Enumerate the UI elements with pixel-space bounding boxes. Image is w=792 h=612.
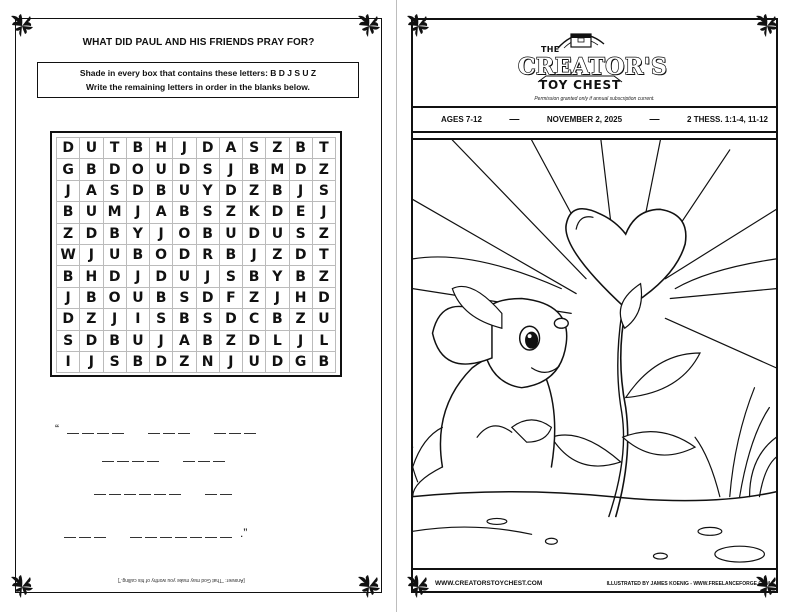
corner-leaf-top-left-icon bbox=[405, 13, 431, 39]
grid-cell[interactable]: S bbox=[103, 351, 126, 372]
answer-word-blanks bbox=[148, 433, 190, 434]
corner-leaf-bottom-left-icon bbox=[9, 574, 35, 600]
grid-cell[interactable]: U bbox=[80, 202, 103, 223]
grid-cell[interactable]: B bbox=[126, 138, 149, 159]
grid-cell[interactable]: Z bbox=[219, 330, 242, 351]
grid-cell[interactable]: D bbox=[57, 309, 80, 330]
grid-cell[interactable]: B bbox=[243, 159, 266, 180]
letter-blank[interactable] bbox=[145, 537, 157, 538]
grid-cell[interactable]: T bbox=[312, 244, 335, 265]
grid-cell[interactable]: U bbox=[80, 138, 103, 159]
instructions-box bbox=[37, 62, 359, 98]
website-link[interactable]: WWW.CREATORSTOYCHEST.COM bbox=[435, 580, 543, 587]
letter-blank[interactable] bbox=[169, 494, 181, 495]
grid-cell[interactable]: S bbox=[173, 287, 196, 308]
grid-row bbox=[57, 287, 336, 308]
grid-cell[interactable]: U bbox=[243, 351, 266, 372]
grid-cell[interactable]: J bbox=[57, 180, 80, 201]
grid-cell[interactable]: C bbox=[243, 309, 266, 330]
grid-row bbox=[57, 138, 336, 159]
grid-cell[interactable]: A bbox=[80, 180, 103, 201]
letter-blank[interactable] bbox=[139, 494, 151, 495]
grid-cell[interactable]: B bbox=[80, 159, 103, 180]
separator-2: — bbox=[649, 114, 660, 125]
grid-cell[interactable]: O bbox=[150, 244, 173, 265]
grid-cell[interactable]: D bbox=[289, 244, 312, 265]
grid-cell[interactable]: Y bbox=[196, 180, 219, 201]
letter-blank[interactable] bbox=[220, 494, 232, 495]
grid-cell[interactable]: D bbox=[266, 351, 289, 372]
letter-blank[interactable] bbox=[205, 537, 217, 538]
grid-cell[interactable]: U bbox=[173, 266, 196, 287]
grid-cell[interactable]: D bbox=[243, 330, 266, 351]
corner-leaf-top-left-icon bbox=[9, 13, 35, 39]
letter-blank[interactable] bbox=[154, 494, 166, 495]
grid-cell[interactable]: J bbox=[150, 330, 173, 351]
grid-cell[interactable]: B bbox=[173, 202, 196, 223]
letter-blank[interactable] bbox=[82, 433, 94, 434]
letter-blank[interactable] bbox=[94, 494, 106, 495]
grid-cell[interactable]: Z bbox=[57, 223, 80, 244]
letter-blank[interactable] bbox=[132, 461, 144, 462]
letter-blank[interactable] bbox=[205, 494, 217, 495]
grid-cell[interactable]: H bbox=[80, 266, 103, 287]
answer-blank-line bbox=[94, 494, 250, 495]
grid-cell[interactable]: J bbox=[80, 244, 103, 265]
lesson-date: NOVEMBER 2, 2025 bbox=[546, 115, 623, 124]
grid-cell[interactable]: J bbox=[243, 244, 266, 265]
letter-blank[interactable] bbox=[160, 537, 172, 538]
letter-blank[interactable] bbox=[130, 537, 142, 538]
answer-blank-line bbox=[102, 461, 243, 462]
grid-cell[interactable]: B bbox=[126, 244, 149, 265]
grid-cell[interactable]: D bbox=[126, 180, 149, 201]
grid-cell[interactable]: D bbox=[80, 330, 103, 351]
grid-row bbox=[57, 159, 336, 180]
letter-blank[interactable] bbox=[220, 537, 232, 538]
grid-cell[interactable]: Z bbox=[266, 138, 289, 159]
creators-toy-chest-logo bbox=[518, 24, 668, 94]
lesson-info-bar bbox=[411, 106, 778, 133]
letter-blank[interactable] bbox=[178, 433, 190, 434]
puzzle-title: WHAT DID PAUL AND HIS FRIENDS PRAY FOR? bbox=[82, 37, 315, 48]
grid-cell[interactable]: S bbox=[196, 202, 219, 223]
grid-cell[interactable]: J bbox=[126, 266, 149, 287]
grid-cell[interactable]: O bbox=[103, 287, 126, 308]
page-footer bbox=[411, 574, 778, 593]
letter-blank[interactable] bbox=[124, 494, 136, 495]
grid-cell[interactable]: S bbox=[57, 330, 80, 351]
grid-cell[interactable]: B bbox=[57, 266, 80, 287]
grid-cell[interactable]: T bbox=[103, 138, 126, 159]
grid-cell[interactable]: D bbox=[289, 159, 312, 180]
answer-word-blanks bbox=[130, 537, 232, 538]
grid-cell[interactable]: D bbox=[219, 309, 242, 330]
grid-cell[interactable]: W bbox=[57, 244, 80, 265]
letter-blank[interactable] bbox=[147, 461, 159, 462]
grid-cell[interactable]: S bbox=[289, 223, 312, 244]
grid-cell[interactable]: Z bbox=[312, 266, 335, 287]
grid-cell[interactable]: Y bbox=[126, 223, 149, 244]
grid-cell[interactable]: Z bbox=[80, 309, 103, 330]
grid-cell[interactable]: D bbox=[103, 266, 126, 287]
grid-row bbox=[57, 223, 336, 244]
grid-cell[interactable]: I bbox=[126, 309, 149, 330]
grid-row bbox=[57, 330, 336, 351]
grid-cell[interactable]: I bbox=[57, 351, 80, 372]
grid-cell[interactable]: D bbox=[57, 138, 80, 159]
letter-blank[interactable] bbox=[183, 461, 195, 462]
grid-cell[interactable]: J bbox=[57, 287, 80, 308]
grid-cell[interactable]: D bbox=[219, 180, 242, 201]
letter-blank[interactable] bbox=[112, 433, 124, 434]
grid-cell[interactable]: S bbox=[219, 266, 242, 287]
grid-cell[interactable]: D bbox=[173, 244, 196, 265]
grid-cell[interactable]: J bbox=[219, 351, 242, 372]
grid-cell[interactable]: D bbox=[150, 266, 173, 287]
grid-cell[interactable]: J bbox=[289, 180, 312, 201]
permission-notice: Permission granted only if annual subscription current. bbox=[534, 96, 655, 102]
grid-cell[interactable]: B bbox=[150, 287, 173, 308]
grid-cell[interactable]: A bbox=[173, 330, 196, 351]
grid-cell[interactable]: U bbox=[312, 309, 335, 330]
grid-cell[interactable]: M bbox=[266, 159, 289, 180]
answer-key: [Answer: “That God may make you worthy of his calling.”] bbox=[118, 577, 245, 583]
letter-blank[interactable] bbox=[175, 537, 187, 538]
corner-leaf-bottom-right-icon bbox=[356, 574, 382, 600]
grid-cell[interactable]: S bbox=[103, 180, 126, 201]
letter-blank[interactable] bbox=[198, 461, 210, 462]
grid-cell[interactable]: K bbox=[243, 202, 266, 223]
scripture-reference: 2 THESS. 1:1-4, 11-12 bbox=[687, 115, 768, 124]
closing-quote: .” bbox=[240, 526, 248, 540]
grid-row bbox=[57, 351, 336, 372]
grid-cell[interactable]: T bbox=[312, 138, 335, 159]
grid-cell[interactable]: B bbox=[266, 180, 289, 201]
grid-cell[interactable]: U bbox=[126, 330, 149, 351]
logo-toy-chest: TOY CHEST bbox=[539, 78, 621, 92]
grid-cell[interactable]: U bbox=[126, 287, 149, 308]
grid-row bbox=[57, 266, 336, 287]
grid-cell[interactable]: B bbox=[196, 330, 219, 351]
grid-cell[interactable]: R bbox=[196, 244, 219, 265]
corner-leaf-top-right-icon bbox=[754, 13, 780, 39]
grid-cell[interactable]: Z bbox=[243, 180, 266, 201]
grid-cell[interactable]: L bbox=[312, 330, 335, 351]
answer-word-blanks bbox=[205, 494, 232, 495]
grid-cell[interactable]: D bbox=[243, 223, 266, 244]
grid-cell[interactable]: J bbox=[150, 223, 173, 244]
illustrator-credit: ILLUSTRATED BY JAMES KOENIG - WWW.FREELANCEFORGE.COM bbox=[606, 580, 770, 587]
grid-cell[interactable]: B bbox=[196, 223, 219, 244]
grid-cell[interactable]: B bbox=[57, 202, 80, 223]
grid-cell[interactable]: B bbox=[289, 138, 312, 159]
answer-word-blanks bbox=[64, 537, 106, 538]
grid-cell[interactable]: J bbox=[289, 330, 312, 351]
grid-row bbox=[57, 244, 336, 265]
grid-cell[interactable]: D bbox=[173, 159, 196, 180]
grid-cell[interactable]: F bbox=[219, 287, 242, 308]
letter-blank[interactable] bbox=[244, 433, 256, 434]
grid-cell[interactable]: B bbox=[289, 266, 312, 287]
grid-cell[interactable]: G bbox=[289, 351, 312, 372]
grid-cell[interactable]: U bbox=[150, 159, 173, 180]
grid-cell[interactable]: A bbox=[150, 202, 173, 223]
grid-cell[interactable]: D bbox=[266, 202, 289, 223]
grid-cell[interactable]: E bbox=[289, 202, 312, 223]
grid-cell[interactable]: H bbox=[150, 138, 173, 159]
grid-cell[interactable]: B bbox=[103, 223, 126, 244]
grid-row bbox=[57, 309, 336, 330]
grid-cell[interactable]: U bbox=[266, 223, 289, 244]
grid-row bbox=[57, 180, 336, 201]
grid-cell[interactable]: J bbox=[80, 351, 103, 372]
separator-1: — bbox=[509, 114, 520, 125]
grid-cell[interactable]: U bbox=[219, 223, 242, 244]
grid-cell[interactable]: Z bbox=[266, 244, 289, 265]
grid-cell[interactable]: D bbox=[103, 159, 126, 180]
opening-quote: “ bbox=[55, 422, 59, 436]
grid-cell[interactable]: S bbox=[150, 309, 173, 330]
grid-cell[interactable]: O bbox=[173, 223, 196, 244]
letter-blank[interactable] bbox=[94, 537, 106, 538]
grid-cell[interactable]: J bbox=[219, 159, 242, 180]
grid-cell[interactable]: D bbox=[196, 138, 219, 159]
grid-cell[interactable]: Z bbox=[312, 159, 335, 180]
answer-word-blanks bbox=[94, 494, 181, 495]
letter-grid-table bbox=[56, 137, 336, 373]
grid-cell[interactable]: B bbox=[219, 244, 242, 265]
grid-cell[interactable]: S bbox=[312, 180, 335, 201]
grid-cell[interactable]: B bbox=[126, 351, 149, 372]
grid-cell[interactable]: Z bbox=[173, 351, 196, 372]
grid-cell[interactable]: J bbox=[266, 287, 289, 308]
answer-word-blanks bbox=[183, 461, 225, 462]
grid-cell[interactable]: S bbox=[243, 138, 266, 159]
grid-cell[interactable]: D bbox=[80, 223, 103, 244]
letter-blank[interactable] bbox=[102, 461, 114, 462]
answer-word-blanks bbox=[67, 433, 124, 434]
coloring-illustration bbox=[411, 138, 778, 570]
grid-cell[interactable]: D bbox=[312, 287, 335, 308]
grid-cell[interactable]: U bbox=[103, 244, 126, 265]
letter-blank[interactable] bbox=[213, 461, 225, 462]
grid-cell[interactable]: S bbox=[196, 309, 219, 330]
grid-cell[interactable]: H bbox=[289, 287, 312, 308]
grid-cell[interactable]: Z bbox=[312, 223, 335, 244]
grid-cell[interactable]: N bbox=[196, 351, 219, 372]
grid-cell[interactable]: B bbox=[243, 266, 266, 287]
grid-cell[interactable]: Y bbox=[266, 266, 289, 287]
answer-word-blanks bbox=[102, 461, 159, 462]
grid-cell[interactable]: D bbox=[150, 351, 173, 372]
letter-blank[interactable] bbox=[109, 494, 121, 495]
grid-cell[interactable]: Z bbox=[289, 309, 312, 330]
logo-the: THE bbox=[541, 45, 560, 54]
letter-blank[interactable] bbox=[229, 433, 241, 434]
grid-cell[interactable]: G bbox=[57, 159, 80, 180]
letter-blank[interactable] bbox=[64, 537, 76, 538]
grid-row bbox=[57, 202, 336, 223]
corner-leaf-top-right-icon bbox=[356, 13, 382, 39]
answer-blank-line bbox=[64, 528, 249, 538]
grid-cell[interactable]: J bbox=[126, 202, 149, 223]
grid-cell[interactable]: Z bbox=[243, 287, 266, 308]
letter-blank[interactable] bbox=[117, 461, 129, 462]
grid-cell[interactable]: Z bbox=[219, 202, 242, 223]
grid-cell[interactable]: S bbox=[196, 159, 219, 180]
grid-cell[interactable]: U bbox=[173, 180, 196, 201]
grid-cell[interactable]: O bbox=[126, 159, 149, 180]
letter-blank[interactable] bbox=[97, 433, 109, 434]
logo-creators: CREATOR'S bbox=[518, 54, 668, 80]
mouse-and-heart-flower-illustration bbox=[411, 140, 778, 568]
grid-cell[interactable]: A bbox=[219, 138, 242, 159]
grid-cell[interactable]: J bbox=[312, 202, 335, 223]
letter-blank[interactable] bbox=[79, 537, 91, 538]
grid-cell[interactable]: J bbox=[103, 309, 126, 330]
age-range: AGES 7-12 bbox=[441, 115, 482, 124]
letter-blank[interactable] bbox=[148, 433, 160, 434]
letter-blank[interactable] bbox=[190, 537, 202, 538]
grid-cell[interactable]: B bbox=[266, 309, 289, 330]
grid-cell[interactable]: B bbox=[173, 309, 196, 330]
letter-blank[interactable] bbox=[67, 433, 79, 434]
answer-word-blanks bbox=[214, 433, 256, 434]
instructions-line-1: Shade in every box that contains these letters: B D J S U Z bbox=[79, 68, 317, 78]
grid-cell[interactable]: D bbox=[196, 287, 219, 308]
grid-cell[interactable]: B bbox=[103, 330, 126, 351]
letter-blank[interactable] bbox=[163, 433, 175, 434]
grid-cell[interactable]: B bbox=[80, 287, 103, 308]
grid-cell[interactable]: B bbox=[150, 180, 173, 201]
letter-grid bbox=[50, 131, 342, 377]
grid-cell[interactable]: M bbox=[103, 202, 126, 223]
grid-cell[interactable]: B bbox=[312, 351, 335, 372]
instructions-line-2: Write the remaining letters in order in the blanks below. bbox=[86, 82, 310, 92]
grid-cell[interactable]: L bbox=[266, 330, 289, 351]
grid-cell[interactable]: J bbox=[173, 138, 196, 159]
answer-blank-line bbox=[55, 424, 274, 434]
right-page bbox=[397, 0, 792, 612]
letter-blank[interactable] bbox=[214, 433, 226, 434]
grid-cell[interactable]: J bbox=[196, 266, 219, 287]
